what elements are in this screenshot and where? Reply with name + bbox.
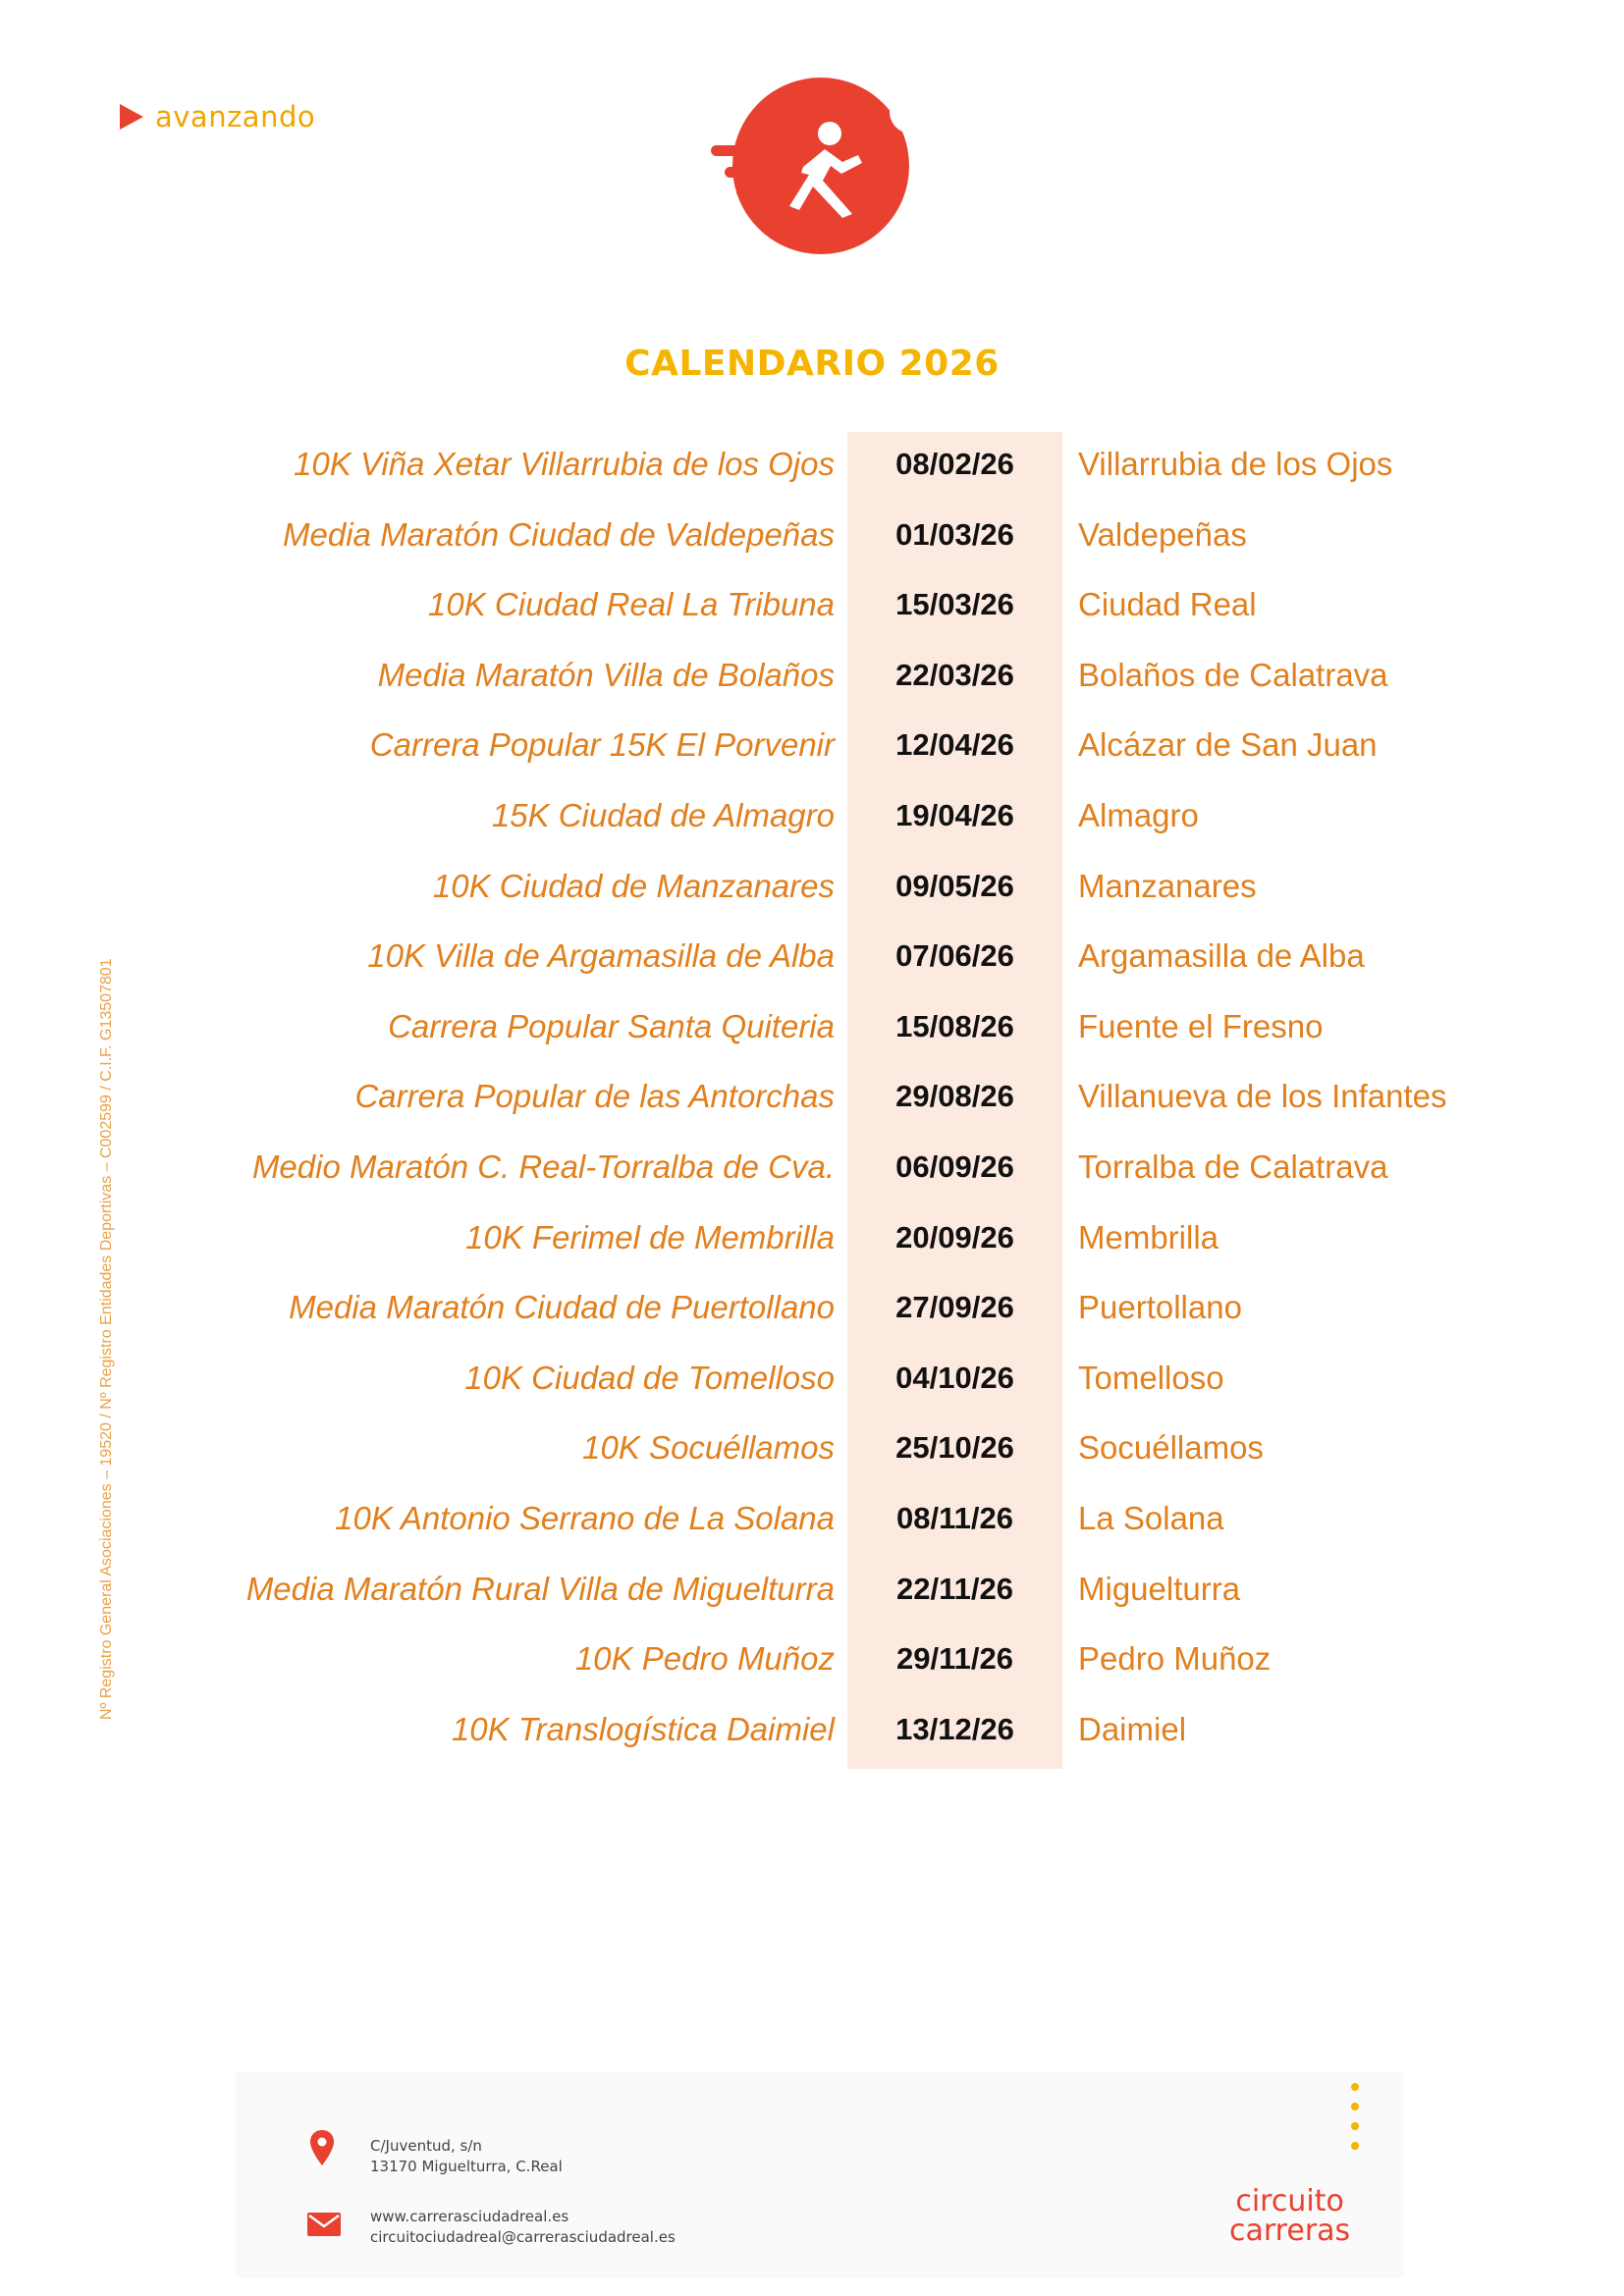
race-row: [0, 643, 1624, 714]
race-place: Villarrubia de los Ojos: [1078, 446, 1393, 482]
race-name: 10K Pedro Muñoz: [574, 1640, 835, 1678]
race-place: Valdepeñas: [1078, 515, 1247, 553]
address: [370, 2136, 563, 2177]
race-place: Alcázar de San Juan: [1078, 726, 1378, 764]
race-name: Medio Maratón C. Real-Torralba de Cva.: [251, 1148, 835, 1185]
location-pin-icon: [310, 2130, 334, 2165]
race-date: 29/08/26: [895, 1079, 1014, 1114]
race-name: Media Maratón Ciudad de Puertollano: [289, 1289, 835, 1326]
race-name: Carrera Popular 15K El Porvenir: [369, 726, 835, 764]
contact: [370, 2207, 676, 2248]
footer: [236, 2071, 1404, 2277]
registry-info: Nº Registro General Asociaciones – 19520 / Nº Registro Entidades Deportivas – C002599 / C.I.F. G13507801: [98, 958, 115, 1720]
race-date: 22/11/26: [896, 1571, 1013, 1606]
race-row: [0, 854, 1624, 925]
race-row: [0, 1557, 1624, 1628]
race-name: 10K Viña Xetar Villarrubia de los Ojos: [294, 446, 835, 482]
race-name: 15K Ciudad de Almagro: [491, 796, 835, 833]
circuito-carreras-logo: [1229, 2184, 1351, 2248]
logo-line-1: circuito: [1235, 2184, 1344, 2218]
race-date: 20/09/26: [895, 1219, 1014, 1255]
race-row: [0, 924, 1624, 994]
mail-icon: [307, 2213, 341, 2236]
race-name: 10K Ciudad Real La Tribuna: [428, 586, 835, 623]
race-date: 04/10/26: [895, 1360, 1014, 1395]
race-name: Media Maratón Ciudad de Valdepeñas: [283, 515, 835, 553]
race-place: Ciudad Real: [1078, 586, 1257, 623]
race-date: 12/04/26: [895, 727, 1014, 763]
race-place: Argamasilla de Alba: [1078, 937, 1365, 975]
race-place: Membrilla: [1078, 1218, 1219, 1255]
race-place: Daimiel: [1078, 1710, 1187, 1747]
race-name: Carrera Popular de las Antorchas: [354, 1078, 835, 1115]
race-date: 08/02/26: [895, 447, 1014, 481]
race-row: [0, 1275, 1624, 1346]
page-title: CALENDARIO 2026: [624, 344, 1000, 384]
race-place: Bolaños de Calatrava: [1078, 656, 1388, 693]
race-row: [0, 1135, 1624, 1205]
race-place: Tomelloso: [1078, 1359, 1224, 1396]
race-name: 10K Ferimel de Membrilla: [465, 1218, 835, 1255]
race-row: [0, 572, 1624, 643]
race-name: 10K Ciudad de Manzanares: [432, 867, 835, 904]
race-place: Torralba de Calatrava: [1078, 1148, 1388, 1185]
race-name: Media Maratón Rural Villa de Miguelturra: [245, 1570, 835, 1607]
race-date: 25/10/26: [895, 1430, 1014, 1466]
race-date: 27/09/26: [895, 1290, 1014, 1325]
race-calendar: [0, 432, 1624, 1767]
race-name: Carrera Popular Santa Quiteria: [388, 1007, 835, 1044]
race-row: [0, 713, 1624, 783]
race-date: 08/11/26: [896, 1500, 1013, 1535]
race-place: Socuéllamos: [1078, 1429, 1264, 1467]
brand-logo: [120, 100, 315, 133]
race-row: [0, 1486, 1624, 1557]
race-date: 07/06/26: [895, 938, 1014, 974]
website-link[interactable]: www.carrerasciudadreal.es: [370, 2208, 569, 2225]
address-line-1: C/Juventud, s/n: [370, 2137, 482, 2155]
race-date: 29/11/26: [896, 1641, 1013, 1677]
dots-decoration: [1351, 2083, 1361, 2162]
email-link[interactable]: circuitociudadreal@carrerasciudadreal.es: [370, 2228, 676, 2246]
race-place: Villanueva de los Infantes: [1078, 1078, 1447, 1115]
race-date: 13/12/26: [895, 1711, 1014, 1746]
race-row: [0, 1415, 1624, 1486]
race-row: [0, 994, 1624, 1065]
race-name: 10K Socuéllamos: [582, 1429, 835, 1467]
race-place: Pedro Muñoz: [1078, 1640, 1272, 1678]
race-date: 01/03/26: [895, 516, 1014, 552]
race-row: [0, 1064, 1624, 1135]
play-triangle-icon: [120, 104, 143, 130]
race-date: 06/09/26: [895, 1148, 1014, 1184]
race-name: 10K Villa de Argamasilla de Alba: [367, 937, 835, 975]
race-place: La Solana: [1078, 1499, 1224, 1536]
race-date: 22/03/26: [895, 657, 1014, 692]
race-place: Puertollano: [1078, 1289, 1242, 1326]
race-name: Media Maratón Villa de Bolaños: [377, 656, 835, 693]
race-date: 15/03/26: [895, 587, 1014, 622]
brand-text: avanzando: [155, 100, 316, 133]
race-name: 10K Antonio Serrano de La Solana: [335, 1499, 835, 1536]
race-row: [0, 1697, 1624, 1768]
race-place: Fuente el Fresno: [1078, 1007, 1324, 1044]
race-name: 10K Translogística Daimiel: [451, 1710, 835, 1747]
race-date: 09/05/26: [895, 868, 1014, 903]
race-place: Manzanares: [1078, 867, 1257, 904]
address-line-2: 13170 Miguelturra, C.Real: [370, 2158, 563, 2175]
race-date: 19/04/26: [895, 797, 1014, 832]
race-row: [0, 432, 1624, 503]
logo-line-2: carreras: [1229, 2214, 1351, 2248]
race-date: 15/08/26: [895, 1008, 1014, 1043]
race-place: Miguelturra: [1078, 1570, 1241, 1607]
race-row: [0, 1346, 1624, 1416]
race-place: Almagro: [1078, 796, 1199, 833]
race-row: [0, 1627, 1624, 1697]
runner-icon: [705, 71, 921, 267]
race-row: [0, 783, 1624, 854]
race-row: [0, 503, 1624, 573]
race-name: 10K Ciudad de Tomelloso: [464, 1359, 835, 1396]
race-row: [0, 1205, 1624, 1276]
